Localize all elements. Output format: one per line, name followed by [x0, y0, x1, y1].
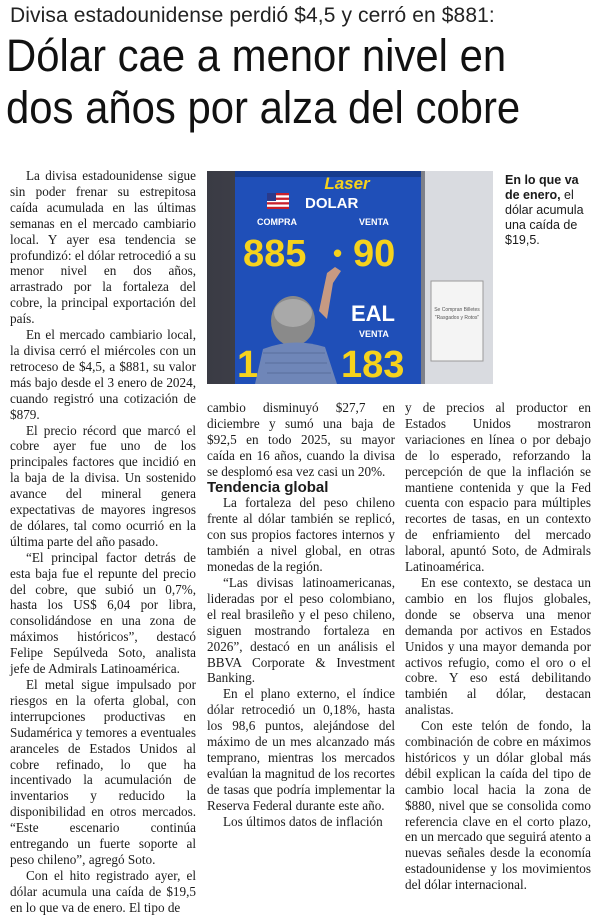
board-brand: Laser: [324, 174, 370, 193]
paragraph: Con el hito registrado ayer, el dólar acumula una caída de $19,5 en lo que va de enero. El tipo de: [10, 867, 196, 915]
photo-caption: [505, 173, 593, 248]
board-compra-value: 885: [243, 233, 307, 275]
board-venta-label-2: VENTA: [359, 329, 389, 339]
us-flag-icon: [267, 193, 289, 209]
paragraph: “El principal factor detrás de esta baja fue el repunte del precio del cobre, que subió un 0,7%, hasta los US$ 6,04 por libra, consolidándose en una zona de máximos históricos”, destacó Felipe Sepúlveda Soto, analista jefe de Admirals Latinoamérica.: [10, 549, 196, 677]
board-venta-label: VENTA: [359, 217, 389, 227]
section-subhead: Tendencia global: [207, 478, 329, 496]
caption-bold: En lo que va de enero,: [505, 173, 579, 202]
paragraph: Los últimos datos de inflación: [223, 813, 383, 829]
paragraph: Con este telón de fondo, la combinación de cobre en máximos históricos y un dólar global más débil explican la caída del tipo de cambio local hacia la zona de $880, nivel que se consolida como referencia clave en el corto plazo, en un mercado que seguirá atento a nuevas señales desde la economía estadounidense y los movimientos del dólar internacional.: [405, 718, 592, 893]
paragraph: En el plano externo, el índice dólar retrocedió un 0,18%, hasta los 98,6 puntos, alejándose del máximo de un mes alcanzado más temprano, mientras los mercados evalúan la magnitud de los recortes de tasas que podría implementar la Reserva Federal durante este año.: [207, 686, 395, 813]
board-compra-label: COMPRA: [257, 217, 297, 227]
paragraph: La divisa estadounidense sigue sin poder frenar su estrepitosa caída acumulada en las últimas semanas en el mercado cambiario local. Y ayer esa tendencia se profundizó: el dólar retrocedió a su menor nivel en dos años, arrastrado por la fortaleza del cobre, la principal exportación del país.: [10, 168, 196, 327]
paragraph: El precio récord que marcó el cobre ayer fue uno de los principales factores que incidió en la baja de la divisa. Un sostenido avance del mineral genera expectativas de mayores ingresos de dólares, tal como ocurrió en la última parte del año pasado.: [10, 422, 196, 549]
paragraph: La fortaleza del peso chileno frente al dólar también se replicó, con sus propios factores internos y también a nivel global, en otras monedas de la región.: [207, 495, 395, 575]
paragraph: En ese contexto, se destaca un cambio en los flujos globales, donde se observa una menor demanda por activos en Estados Unidos y una mayor demanda por activos refugio, como el oro o el cobre. Y eso está debilitando también al dólar, destacan analistas.: [405, 574, 591, 718]
exchange-board-photo: [207, 171, 493, 384]
paragraph: y de precios al productor en Estados Unidos mostraron variaciones en línea o por debajo de lo esperado, reforzando la percepción de que la inflación se mantiene contenida y que la Fed cuenta con espacio para múltiples recortes de tasas, en un contexto de enfriamiento del mercado laboral, apuntó Soto, de Admirals Latinoamérica.: [405, 400, 591, 575]
headline: [6, 30, 555, 134]
paragraph: “Las divisas latinoamericanas, lideradas por el peso colombiano, el real brasileño y el peso chileno, siguen mostrando fortaleza en 2026”, destacó en un análisis el BBVA Corporate & Investment Banking.: [207, 574, 395, 686]
headline-line-2: dos años por alza del cobre: [6, 82, 521, 133]
paragraph: El metal sigue impulsado por riesgos en la oferta global, con interrupciones productivas en Sudamérica y temores a eventuales aranceles de Estados Unidos al cobre refinado, lo que ha incentivado la acumulación de inventarios y reducido la disponibilidad en otros mercados. “Este escenario continúa entregando un fuerte soporte al peso chileno”, agregó Soto.: [10, 677, 196, 867]
side-sign-text-2: "Rasgados y Rotos": [434, 315, 480, 321]
side-sign-text-1: Se Compran Billetes: [434, 307, 480, 313]
article-column-3: [405, 400, 591, 893]
caption-text: el dólar acumula una caída de $19,5.: [505, 188, 584, 247]
article-kicker: Divisa estadounidense perdió $4,5 y cerró en $881:: [10, 4, 495, 27]
paragraph: cambio disminuyó $27,7 en diciembre y sumó una baja de $92,5 en todo 2025, su mayor caída en 16 años, cuando la divisa se desplomó esa vez casi un 20%.: [207, 400, 395, 479]
board-euro-compra-fragment: 1: [237, 344, 259, 384]
article-column-1: [10, 168, 196, 916]
photo-illustration: [207, 171, 493, 384]
article-column-2: [207, 400, 395, 829]
headline-line-1: Dólar cae a menor nivel en: [6, 30, 507, 81]
svg-text:•: •: [333, 238, 343, 268]
paragraph: En el mercado cambiario local, la divisa cerró el miércoles con un retroceso de $4,5, a $881, su valor más bajo desde el 3 enero de 2024, cuando registró una cotización de $879.: [10, 327, 196, 422]
board-dolar-label: DOLAR: [305, 195, 359, 212]
board-euro-label-fragment: EAL: [351, 301, 395, 326]
board-euro-venta-value: 183: [341, 344, 405, 384]
board-venta-value: 90: [353, 233, 396, 275]
